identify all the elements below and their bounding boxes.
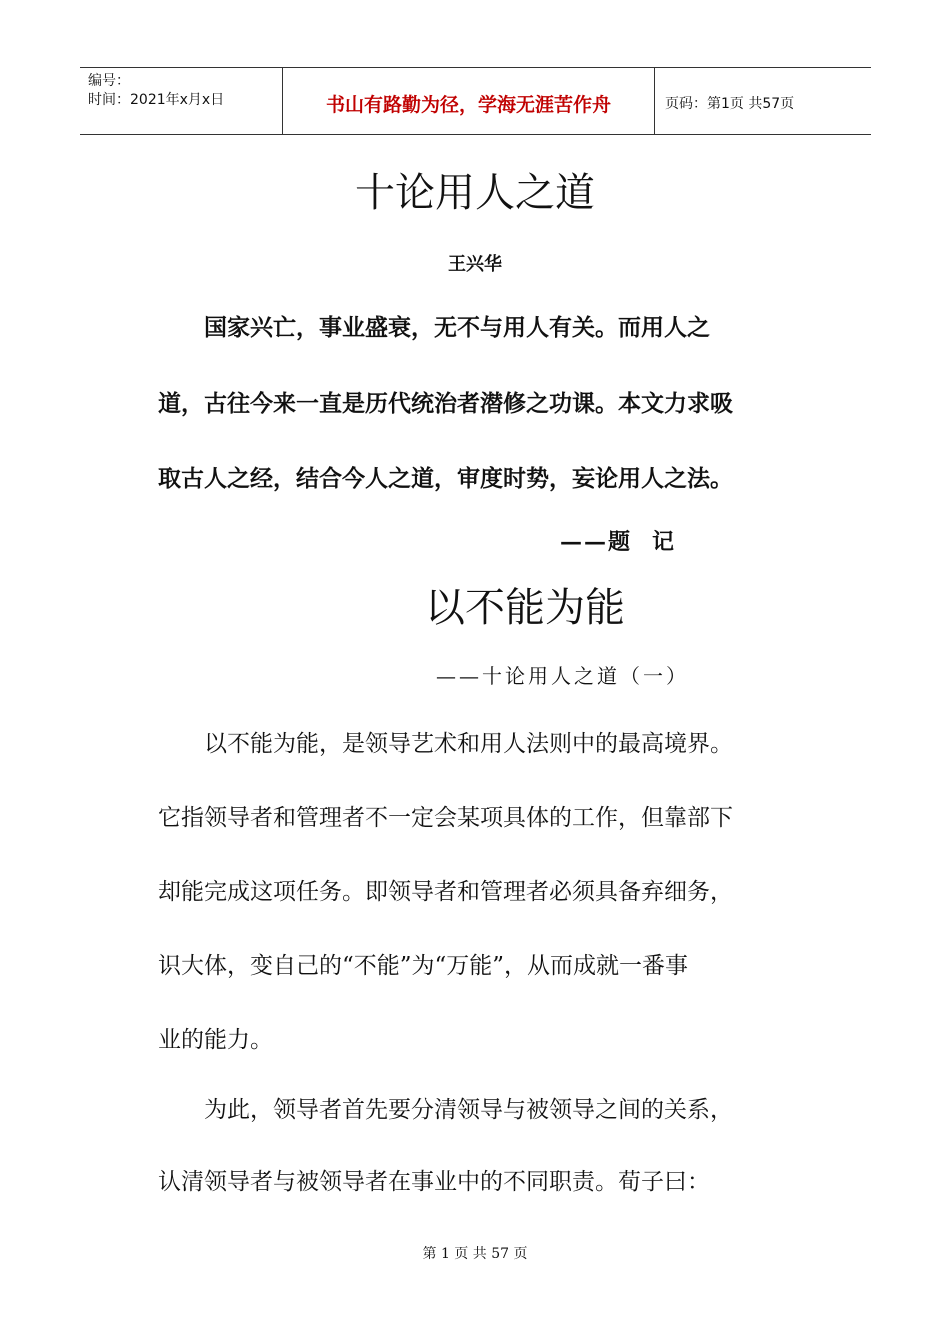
author-name: 王兴华 xyxy=(448,254,502,275)
body-line: 以不能为能，是领导艺术和用人法则中的最高境界。 xyxy=(158,731,733,757)
header-time-label: 时间：2021年x月x日 xyxy=(88,92,225,108)
page-footer: 第 1 页 共 57 页 xyxy=(422,1246,528,1262)
preface-line: 道，古往今来一直是历代统治者潜修之功课。本文力求吸 xyxy=(158,390,733,417)
body-line: 业的能力。 xyxy=(158,1027,273,1053)
body-line: 它指领导者和管理者不一定会某项具体的工作，但靠部下 xyxy=(158,805,733,831)
header-meta-cell xyxy=(80,68,282,134)
preface-note-dash: ——题 xyxy=(560,529,633,555)
document-title: 十论用人之道 xyxy=(355,170,595,216)
body-line: 为此，领导者首先要分清领导与被领导之间的关系， xyxy=(158,1097,733,1123)
section-subtitle: ——十论用人之道（一） xyxy=(436,664,689,688)
preface-line: 国家兴亡，事业盛衰，无不与用人有关。而用人之 xyxy=(158,314,710,341)
body-line: 却能完成这项任务。即领导者和管理者必须具备弃细务， xyxy=(158,879,733,905)
preface-note xyxy=(560,522,676,562)
section-title: 以不能为能 xyxy=(425,585,625,631)
header-number-label: 编号： xyxy=(88,73,130,89)
document-header xyxy=(80,67,871,135)
header-motto: 书山有路勤为径，学海无涯苦作舟 xyxy=(282,68,655,134)
body-line: 识大体，变自己的“不能”为“万能”，从而成就一番事 xyxy=(158,953,689,979)
preface-note-word: 记 xyxy=(652,529,677,555)
preface-line: 取古人之经，结合今人之道，审度时势，妄论用人之法。 xyxy=(158,465,733,492)
header-page-info: 页码：第1页 共57页 xyxy=(665,96,795,112)
body-line: 认清领导者与被领导者在事业中的不同职责。荀子曰： xyxy=(158,1169,710,1195)
